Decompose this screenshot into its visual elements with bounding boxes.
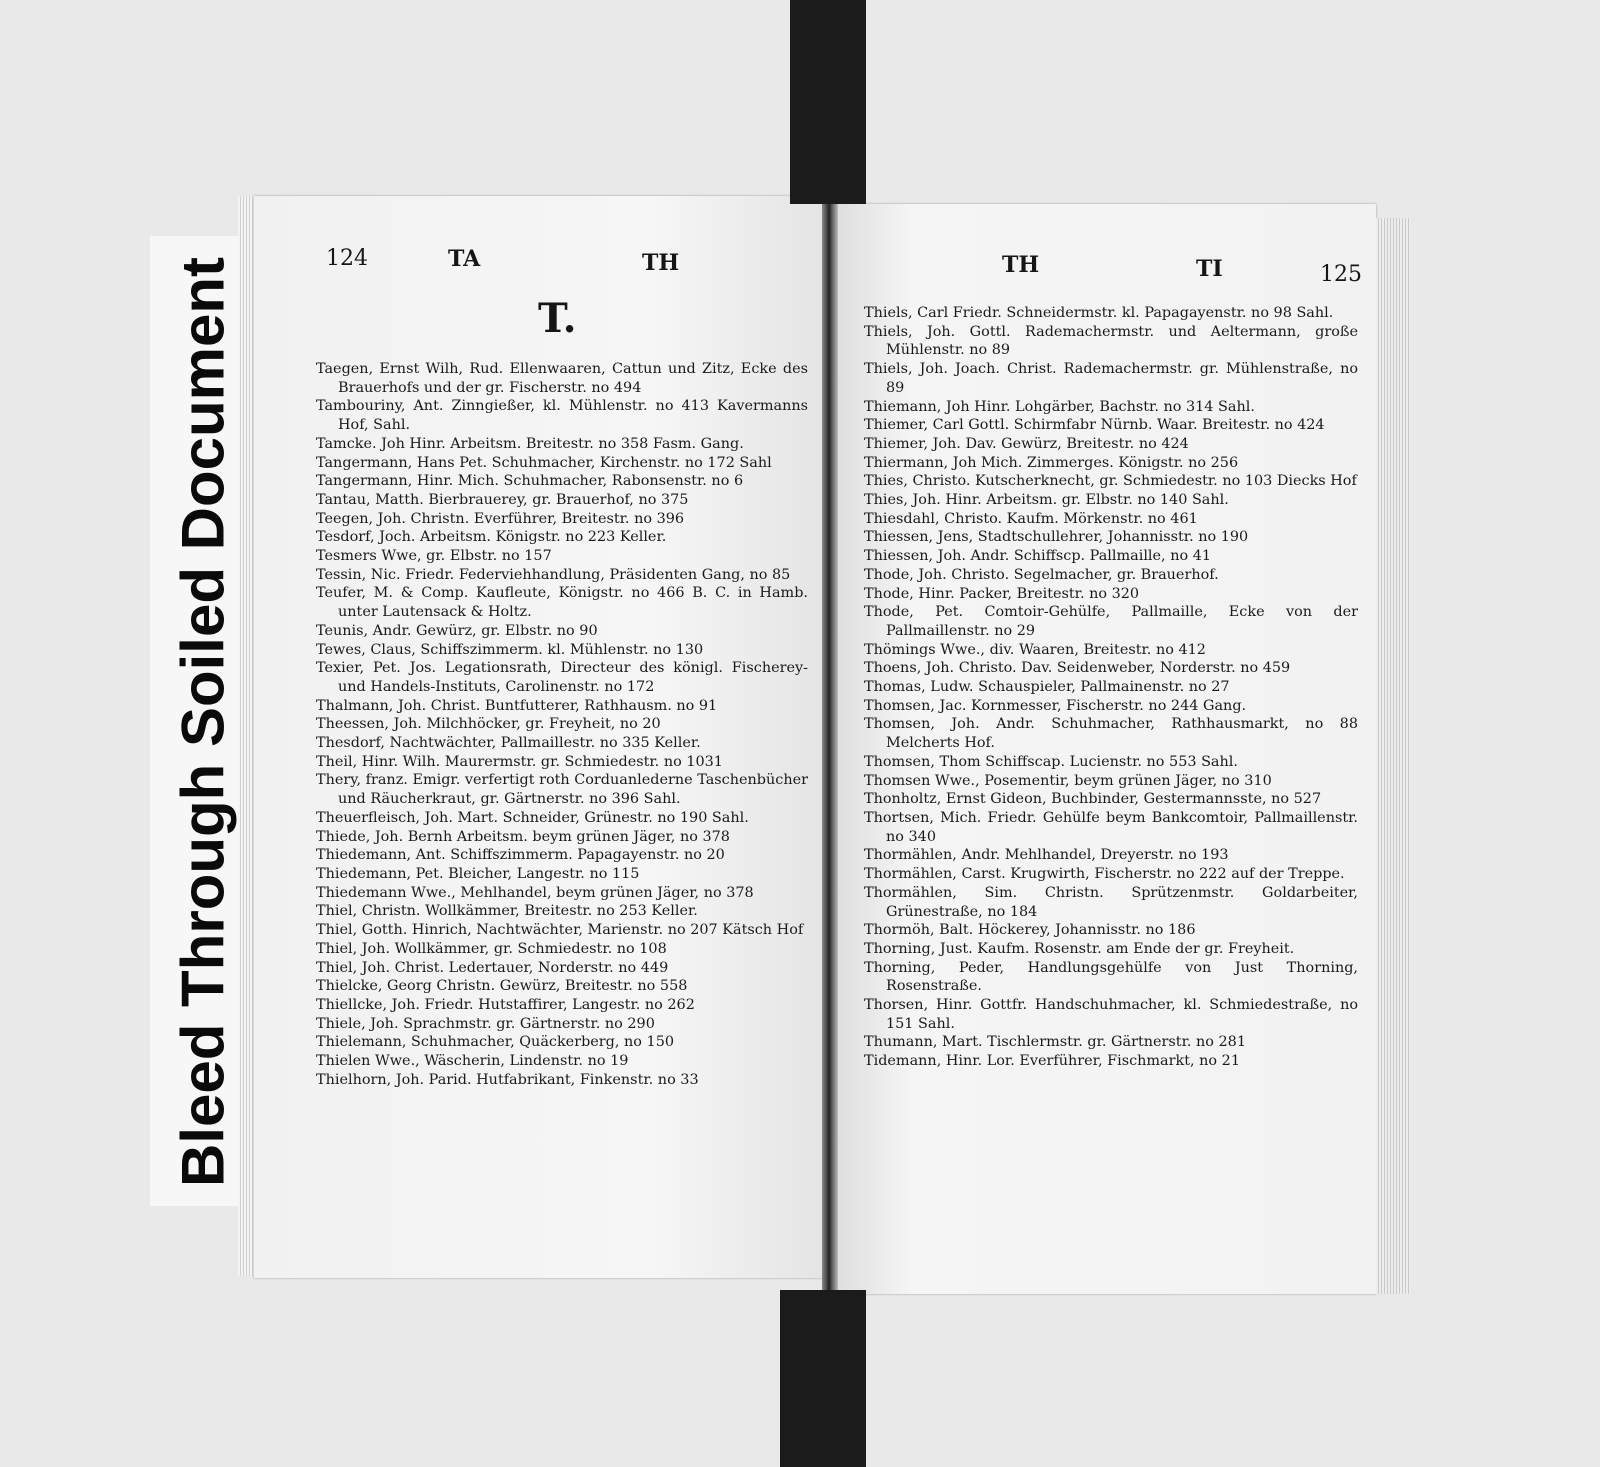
directory-entry: Thonholtz, Ernst Gideon, Buchbinder, Gestermannsste, no 527 [864,791,1322,808]
directory-entry: Thiellcke, Joh. Friedr. Hutstaffirer, Langestr. no 262 [316,996,695,1013]
directory-entry: Texier, Pet. Jos. Legationsrath, Directeur des königl. Fischerey- und Handels-Instituts, Carolinenstr. no 172 [316,660,808,695]
directory-entry: Thiessen, Jens, Stadtschullehrer, Johannisstr. no 190 [864,529,1249,546]
directory-entry: Tangermann, Hans Pet. Schuhmacher, Kirchenstr. no 172 Sahl [316,454,772,471]
directory-entry: Thoens, Joh. Christo. Dav. Seidenweber, Norderstr. no 459 [864,660,1291,677]
directory-entry: Tesmers Wwe, gr. Elbstr. no 157 [316,548,552,565]
directory-entry: Thiessen, Joh. Andr. Schiffscp. Pallmaille, no 41 [864,548,1212,565]
directory-entry: Thormählen, Carst. Krugwirth, Fischerstr. no 222 auf der Treppe. [864,866,1345,883]
directory-entry: Tamcke. Joh Hinr. Arbeitsm. Breitestr. no 358 Fasm. Gang. [316,435,744,452]
directory-entry: Thiels, Joh. Joach. Christ. Rademachermstr. gr. Mühlenstraße, no 89 [864,361,1358,396]
directory-entry: Thiemann, Joh Hinr. Lohgärber, Bachstr. no 314 Sahl. [864,398,1255,415]
document-condition-label: Bleed Through Soiled Document [169,256,237,1188]
directory-entry: Thiel, Joh. Wollkämmer, gr. Schmiedestr. no 108 [316,940,667,957]
right-page-number: 125 [1320,262,1362,287]
right-header-end: TI [1196,256,1223,282]
book-right-edge [1376,218,1410,1294]
directory-entry: Tambouriny, Ant. Zinngießer, kl. Mühlenstr. no 413 Kavermanns Hof, Sahl. [316,398,808,434]
directory-entry: Thiel, Christn. Wollkämmer, Breitestr. no 253 Keller. [316,903,698,920]
directory-entry: Thielemann, Schuhmacher, Quäckerberg, no 150 [316,1034,675,1051]
directory-entry: Thiedemann, Ant. Schiffszimmerm. Papagayenstr. no 20 [316,847,725,864]
directory-entry: Thiemer, Joh. Dav. Gewürz, Breitestr. no 424 [864,435,1189,452]
directory-entry: Thiedemann Wwe., Mehlhandel, beym grünen Jäger, no 378 [316,884,754,901]
directory-entry: Thies, Joh. Hinr. Arbeitsm. gr. Elbstr. no 140 Sahl. [864,492,1229,509]
directory-entry: Thormöh, Balt. Höckerey, Johannisstr. no 186 [864,922,1196,939]
directory-entry: Taegen, Ernst Wilh, Rud. Ellenwaaren, Cattun und Zitz, Ecke des Brauerhofs und der gr. Fischerstr. no 494 [316,361,808,396]
directory-entry: Thielen Wwe., Wäscherin, Lindenstr. no 19 [316,1053,629,1070]
directory-entry: Thormählen, Andr. Mehlhandel, Dreyerstr. no 193 [864,847,1229,864]
directory-entry: Theessen, Joh. Milchhöcker, gr. Freyheit, no 20 [316,716,661,733]
directory-entry: Thiesdahl, Christo. Kaufm. Mörkenstr. no 461 [864,510,1198,527]
directory-entry: Thorning, Just. Kaufm. Rosenstr. am Ende der gr. Freyheit. [864,940,1295,957]
directory-entry: Thorning, Peder, Handlungsgehülfe von Just Thorning, Rosenstraße. [864,959,1358,995]
directory-entry: Thies, Christo. Kutscherknecht, gr. Schmiedestr. no 103 Diecks Hof [864,473,1357,490]
section-letter: T. [538,295,577,342]
directory-entry: Thomsen, Joh. Andr. Schuhmacher, Rathhausmarkt, no 88 Melcherts Hof. [864,716,1358,752]
directory-entry: Thielhorn, Joh. Parid. Hutfabrikant, Finkenstr. no 33 [316,1071,699,1088]
top-black-bar [790,0,866,204]
left-header-start: TA [448,246,481,272]
directory-entry: Thalmann, Joh. Christ. Buntfutterer, Rathhausm. no 91 [316,697,718,714]
directory-entry: Thiel, Joh. Christ. Ledertauer, Norderstr. no 449 [316,959,669,976]
directory-entry: Thomsen, Jac. Kornmesser, Fischerstr. no 244 Gang. [864,697,1247,714]
directory-entry: Thiele, Joh. Sprachmstr. gr. Gärtnerstr. no 290 [316,1015,655,1032]
directory-entry: Thiels, Carl Friedr. Schneidermstr. kl. Papagayenstr. no 98 Sahl. [864,305,1334,321]
right-header-start: TH [1002,252,1040,278]
directory-entry: Thormählen, Sim. Christn. Sprützenmstr. Goldarbeiter, Grünestraße, no 184 [864,884,1358,920]
directory-entry: Tantau, Matth. Bierbrauerey, gr. Brauerhof, no 375 [316,491,689,508]
directory-entry: Thortsen, Mich. Friedr. Gehülfe beym Bankcomtoir, Pallmaillenstr. no 340 [864,809,1358,845]
directory-entry: Thumann, Mart. Tischlermstr. gr. Gärtnerstr. no 281 [864,1034,1246,1051]
directory-entry: Tessin, Nic. Friedr. Federviehhandlung, Präsidenten Gang, no 85 [316,566,791,583]
directory-entry: Tidemann, Hinr. Lor. Everführer, Fischmarkt, no 21 [864,1053,1240,1070]
directory-entry: Thiemer, Carl Gottl. Schirmfabr Nürnb. Waar. Breitestr. no 424 [864,417,1325,434]
directory-entry: Tangermann, Hinr. Mich. Schuhmacher, Rabonsenstr. no 6 [316,473,744,490]
left-entries [316,360,808,1089]
directory-entry: Thielcke, Georg Christn. Gewürz, Breitestr. no 558 [316,978,688,995]
directory-entry: Thömings Wwe., div. Waaren, Breitestr. no 412 [864,641,1206,658]
directory-entry: Tewes, Claus, Schiffszimmerm. kl. Mühlenstr. no 130 [316,641,704,658]
directory-entry: Thiel, Gotth. Hinrich, Nachtwächter, Marienstr. no 207 Kätsch Hof [316,922,804,939]
directory-entry: Teunis, Andr. Gewürz, gr. Elbstr. no 90 [316,622,598,639]
bottom-black-bar [780,1290,866,1467]
directory-entry: Teegen, Joh. Christn. Everführer, Breitestr. no 396 [316,510,685,527]
directory-entry: Thomas, Ludw. Schauspieler, Pallmainenstr. no 27 [864,679,1230,696]
directory-entry: Thomsen Wwe., Posementir, beym grünen Jäger, no 310 [864,772,1272,789]
directory-entry: Teufer, M. & Comp. Kaufleute, Königstr. no 466 B. C. in Hamb. unter Lautensack & Holtz. [316,585,808,621]
left-page-number: 124 [326,246,368,271]
directory-entry: Thomsen, Thom Schiffscap. Lucienstr. no 553 Sahl. [864,753,1238,770]
left-header-end: TH [642,250,680,276]
directory-entry: Thiede, Joh. Bernh Arbeitsm. beym grünen Jäger, no 378 [316,828,730,845]
directory-entry: Thery, franz. Emigr. verfertigt roth Corduanlederne Taschenbücher und Räucherkraut, gr. Gärtnerstr. no 396 Sahl. [316,772,808,808]
directory-entry: Thiels, Joh. Gottl. Rademachermstr. und Aeltermann, große Mühlenstr. no 89 [864,323,1358,359]
directory-entry: Tesdorf, Joch. Arbeitsm. Königstr. no 223 Keller. [316,529,667,546]
directory-entry: Thorsen, Hinr. Gottfr. Handschuhmacher, kl. Schmiedestraße, no 151 Sahl. [864,997,1358,1032]
directory-entry: Theil, Hinr. Wilh. Maurermstr. gr. Schmiedestr. no 1031 [316,753,723,770]
book-spine [822,200,838,1292]
directory-entry: Thiermann, Joh Mich. Zimmerges. Königstr. no 256 [864,454,1239,471]
directory-entry: Thiedemann, Pet. Bleicher, Langestr. no 115 [316,865,640,882]
right-entries [864,304,1358,1071]
directory-entry: Thode, Joh. Christo. Segelmacher, gr. Brauerhof. [864,566,1219,583]
directory-entry: Thode, Hinr. Packer, Breitestr. no 320 [864,585,1140,602]
directory-entry: Theuerfleisch, Joh. Mart. Schneider, Grünestr. no 190 Sahl. [316,809,749,826]
directory-entry: Thesdorf, Nachtwächter, Pallmaillestr. no 335 Keller. [316,735,701,752]
directory-entry: Thode, Pet. Comtoir-Gehülfe, Pallmaille, Ecke von der Pallmaillenstr. no 29 [864,604,1358,639]
